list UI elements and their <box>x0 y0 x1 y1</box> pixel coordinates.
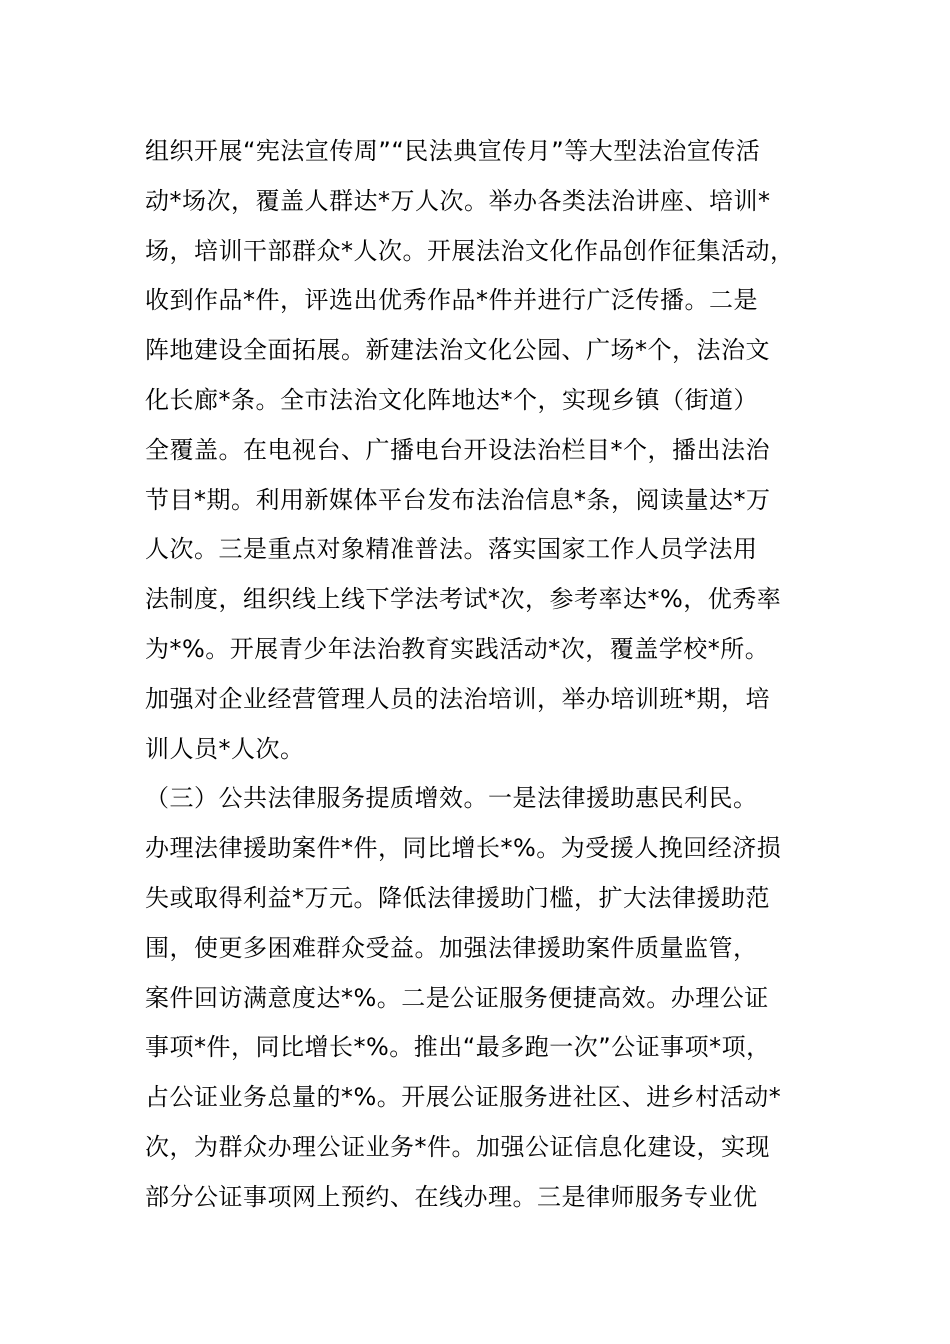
text-line: 部分公证事项网上预约、在线办理。三是律师服务专业优 <box>145 1182 758 1211</box>
text-line: 占公证业务总量的*%。开展公证服务进社区、进乡村活动* <box>145 1083 782 1112</box>
text-line: 全覆盖。在电视台、广播电台开设法治栏目*个，播出法治 <box>145 435 770 464</box>
text-line: 次，为群众办理公证业务*件。加强公证信息化建设，实现 <box>145 1132 770 1161</box>
text-line: 阵地建设全面拓展。新建法治文化公园、广场*个，法治文 <box>145 336 770 365</box>
text-line: 场，培训干部群众*人次。开展法治文化作品创作征集活动， <box>145 236 795 265</box>
text-line: 失或取得利益*万元。降低法律援助门槛，扩大法律援助范 <box>145 883 770 912</box>
section-heading-line: （三）公共法律服务提质增效。一是法律援助惠民利民。 <box>145 784 758 813</box>
text-line: 收到作品*件，评选出优秀作品*件并进行广泛传播。二是 <box>145 286 758 315</box>
text-line: 组织开展“宪法宣传周”“民法典宣传月”等大型法治宣传活 <box>145 137 761 165</box>
text-line: 案件回访满意度达*%。二是公证服务便捷高效。办理公证 <box>145 983 769 1012</box>
text-line: 法制度，组织线上线下学法考试*次，参考率达*%，优秀率 <box>145 585 782 614</box>
text-line: 为*%。开展青少年法治教育实践活动*次，覆盖学校*所。 <box>145 634 770 663</box>
text-line: 加强对企业经营管理人员的法治培训，举办培训班*期，培 <box>145 684 770 713</box>
text-line: 人次。三是重点对象精准普法。落实国家工作人员学法用 <box>145 535 758 564</box>
text-line: 训人员*人次。 <box>145 734 305 763</box>
text-line: 动*场次，覆盖人群达*万人次。举办各类法治讲座、培训* <box>145 186 771 215</box>
text-line: 事项*件，同比增长*%。推出“最多跑一次”公证事项*项， <box>145 1033 771 1062</box>
body-text <box>145 127 845 1223</box>
text-line: 办理法律援助案件*件，同比增长*%。为受援人挽回经济损 <box>145 834 782 863</box>
text-line: 围，使更多困难群众受益。加强法律援助案件质量监管， <box>145 933 758 962</box>
text-line: 节目*期。利用新媒体平台发布法治信息*条，阅读量达*万 <box>145 485 771 514</box>
text-line: 化长廊*条。全市法治文化阵地达*个，实现乡镇（街道） <box>145 385 758 414</box>
